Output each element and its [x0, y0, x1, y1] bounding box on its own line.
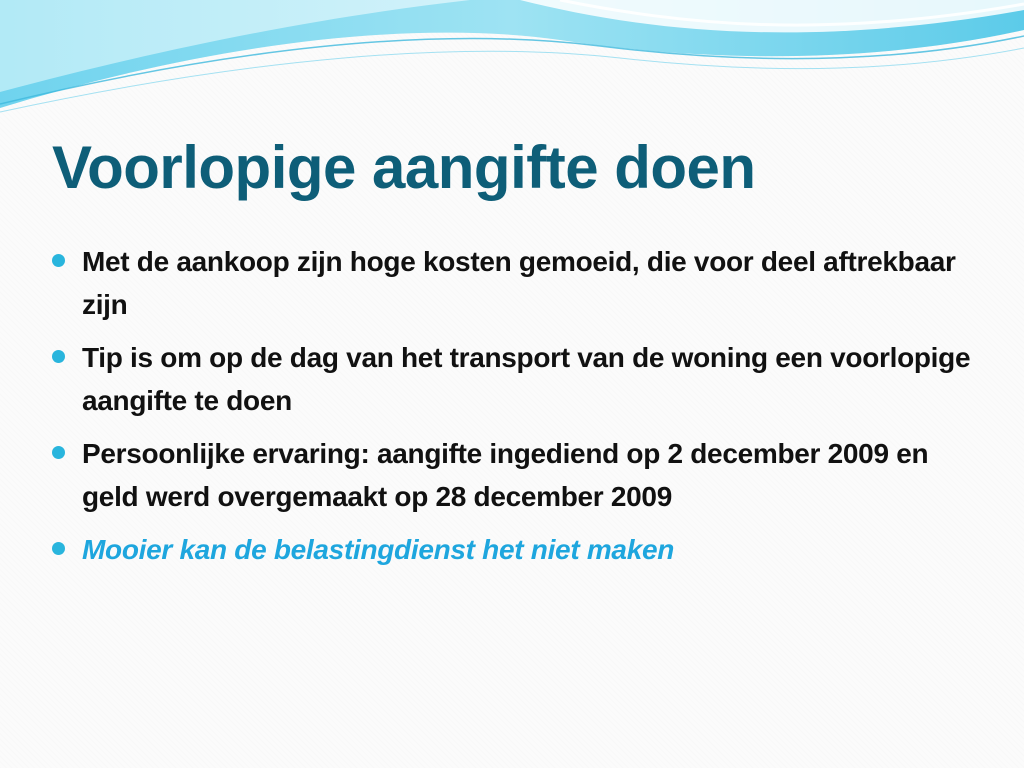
bullet-text: Persoonlijke ervaring: aangifte ingediend op 2 december 2009 en geld werd overgemaakt op 28 december 2009 — [82, 438, 929, 512]
bullet-text: Met de aankoop zijn hoge kosten gemoeid, die voor deel aftrekbaar zijn — [82, 246, 956, 320]
slide-title: Voorlopige aangifte doen — [52, 134, 756, 201]
bullet-dot-icon — [52, 446, 65, 459]
bullet-text: Mooier kan de belastingdienst het niet maken — [82, 534, 675, 565]
list-item — [50, 336, 980, 422]
bullet-text: Tip is om op de dag van het transport van de woning een voorlopige aangifte te doen — [82, 342, 971, 416]
list-item — [50, 240, 980, 326]
bullet-dot-icon — [52, 542, 65, 555]
list-item — [50, 432, 980, 518]
bullet-list — [50, 240, 980, 581]
list-item-highlight — [50, 528, 980, 571]
header-wave-decoration — [0, 0, 1024, 130]
bullet-dot-icon — [52, 254, 65, 267]
bullet-dot-icon — [52, 350, 65, 363]
